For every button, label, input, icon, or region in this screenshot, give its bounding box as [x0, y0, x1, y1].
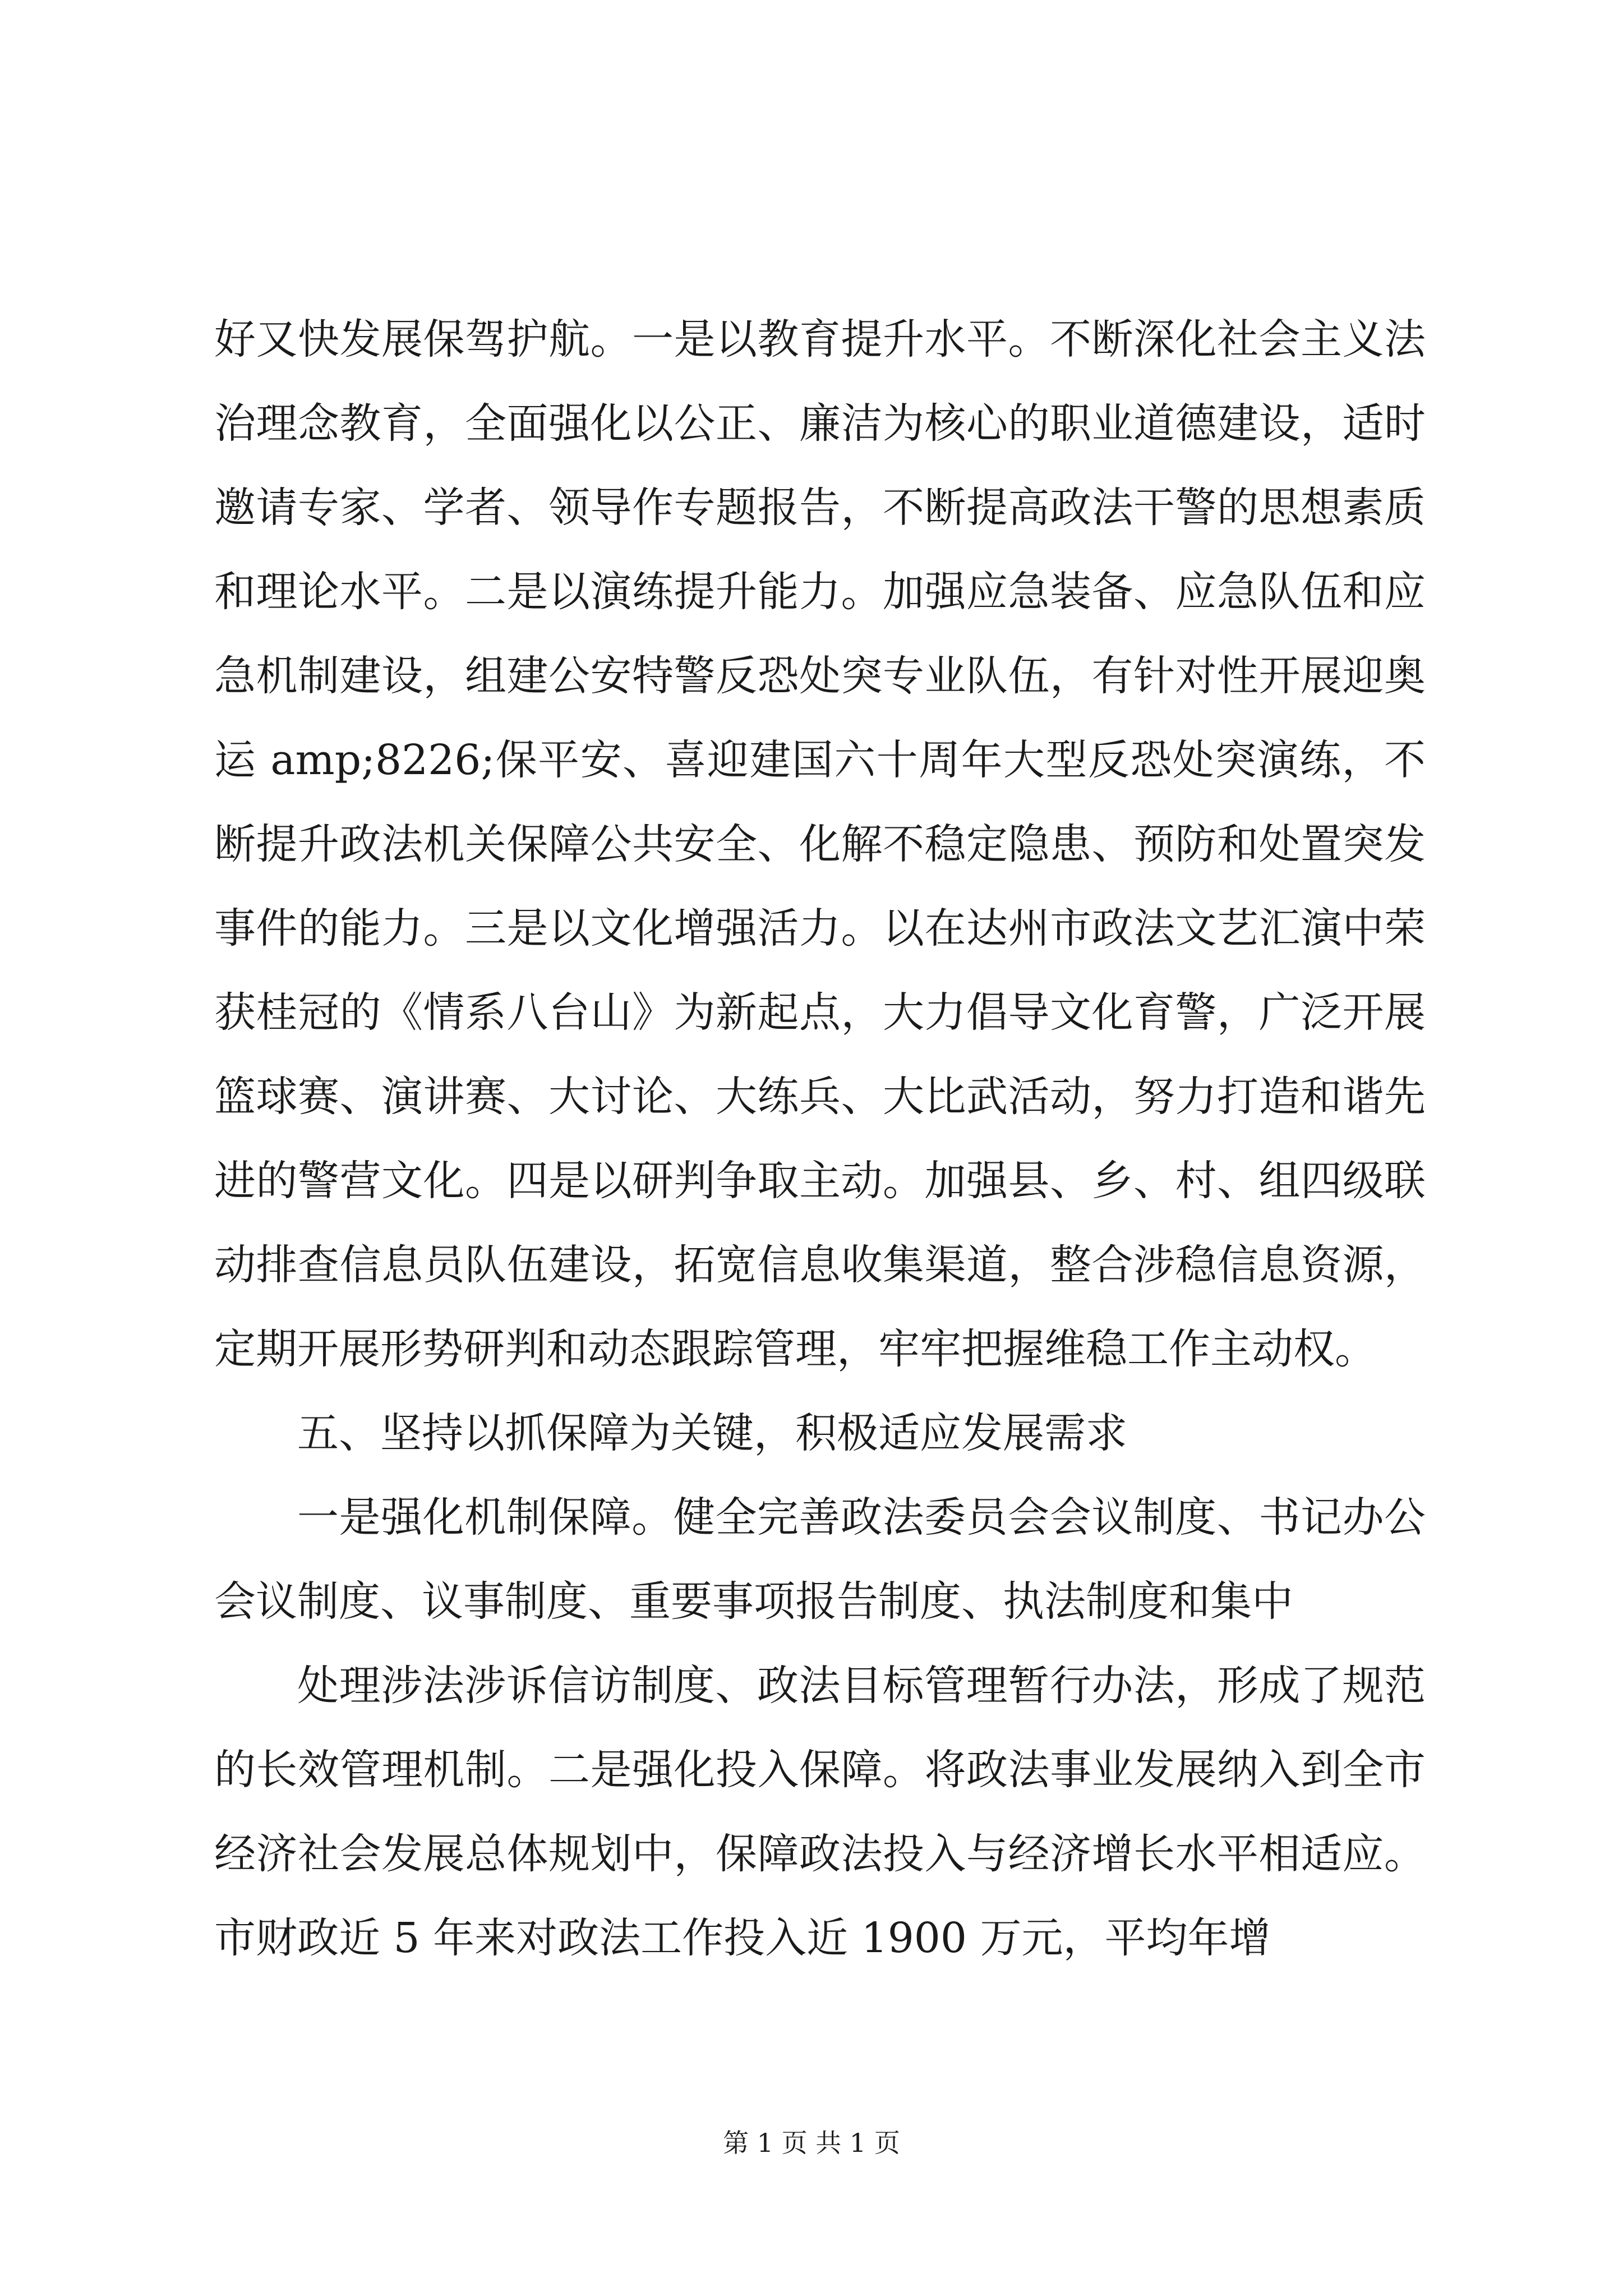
page-footer: [0, 2126, 1623, 2160]
section-heading-five: 五、坚持以抓保障为关键，积极适应发展需求: [297, 1409, 1127, 1457]
body-paragraph-3: 处理涉法涉诉信访制度、政法目标管理暂行办法，形成了规范的长效管理机制。二是强化投入保障。将政法事业发展纳入到全市经济社会发展总体规划中，保障政法投入与经济增长水平相适应。市财政近 5 年来对政法工作投入近 1900 万元，平均年增: [214, 1662, 1426, 1962]
page-number-label: 第 1 页 共 1 页: [723, 2128, 900, 2158]
document-body: [214, 297, 1426, 1980]
body-paragraph-1: 好又快发展保驾护航。一是以教育提升水平。不断深化社会主义法治理念教育，全面强化以公正、廉洁为核心的职业道德建设，适时邀请专家、学者、领导作专题报告，不断提高政法干警的思想素质和理论水平。二是以演练提升能力。加强应急装备、应急队伍和应急机制建设，组建公安特警反恐处突专业队伍，有针对性开展迎奥运 amp;8226;保平安、喜迎建国六十周年大型反恐处突演练，不断提升政法机关保障公共安全、化解不稳定隐患、预防和处置突发事件的能力。三是以文化增强活力。以在达州市政法文艺汇演中荣获桂冠的《情系八台山》为新起点，大力倡导文化育警，广泛开展篮球赛、演讲赛、大讨论、大练兵、大比武活动，努力打造和谐先进的警营文化。四是以研判争取主动。加强县、乡、村、组四级联动排查信息员队伍建设，拓宽信息收集渠道，整合涉稳信息资源，定期开展形势研判和动态跟踪管理，牢牢把握维稳工作主动权。: [214, 315, 1426, 1373]
body-paragraph-2: 一是强化机制保障。健全完善政法委员会会议制度、书记办公会议制度、议事制度、重要事项报告制度、执法制度和集中: [214, 1493, 1426, 1626]
